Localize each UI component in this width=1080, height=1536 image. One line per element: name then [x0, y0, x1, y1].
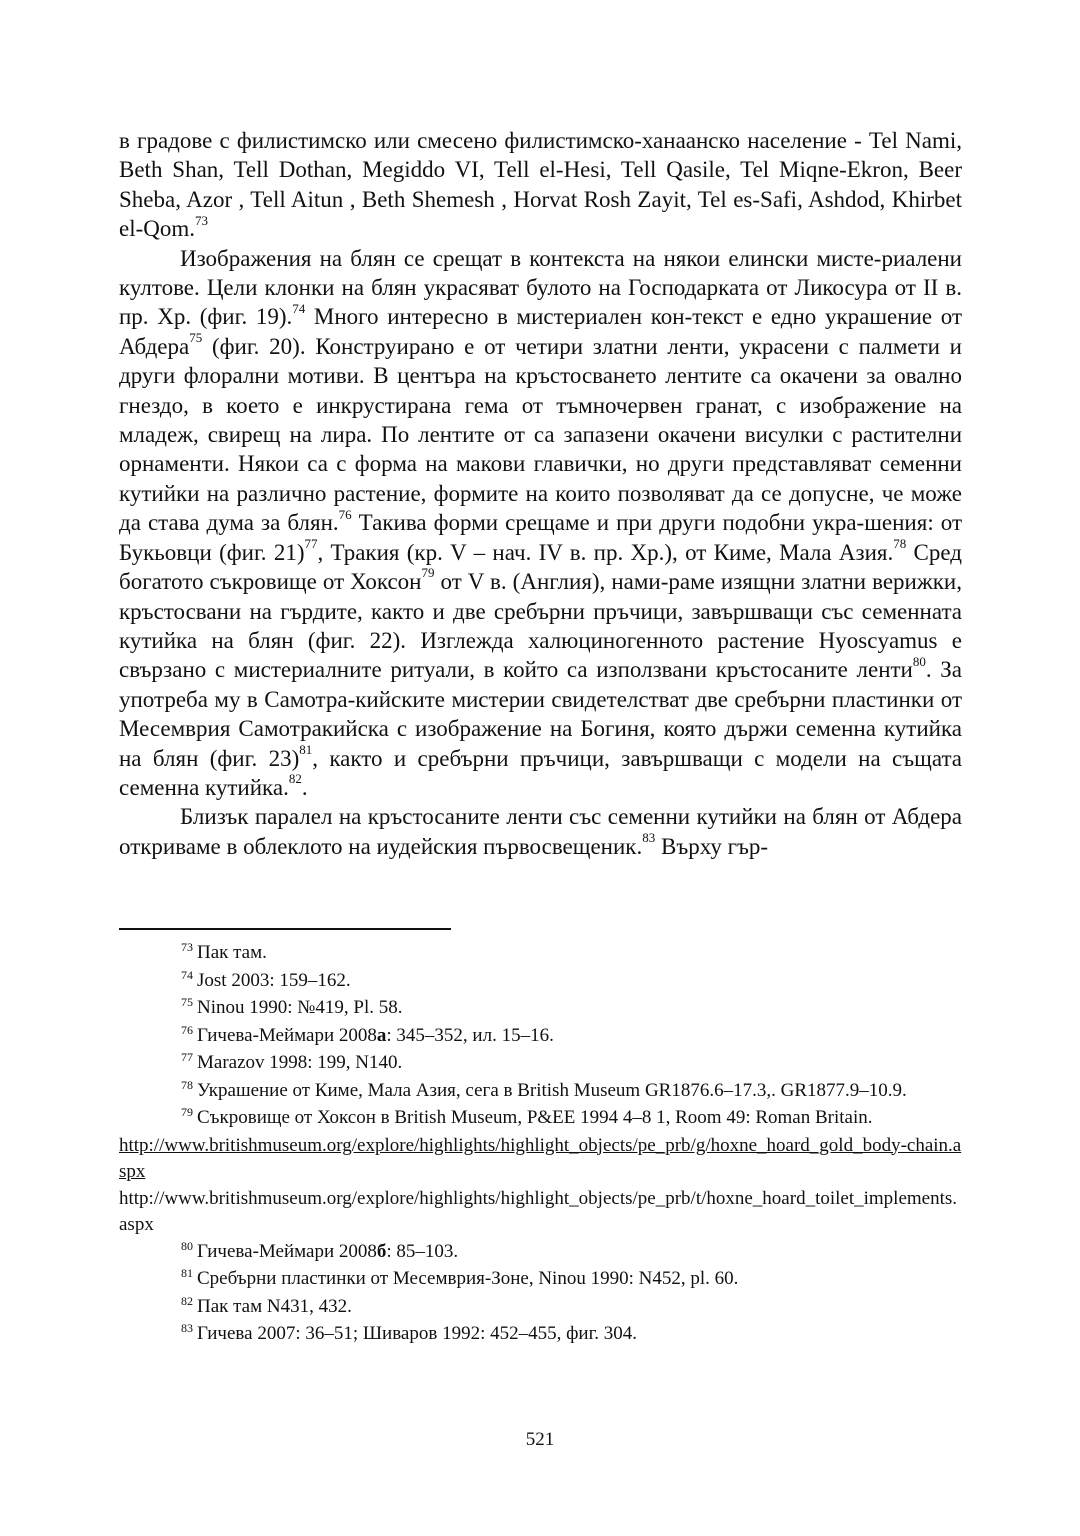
footnote-number: 83	[181, 1321, 193, 1335]
footnote-ref[interactable]: 79	[421, 565, 435, 581]
footnote: $^{79}$ Съкровище от Хоксон в British Museum, P&EE 1994 4–8 1, Room 49: Roman Britain.	[181, 1105, 873, 1128]
footnote-number: 73	[181, 940, 193, 954]
footnote: $^{80}$ Гичева-Меймари 2008б: 85–103.	[181, 1238, 459, 1262]
footnote: $^{73}$ Пак там.	[181, 940, 267, 963]
body-text	[119, 126, 962, 861]
footnote: $^{75}$ Ninou 1990: №419, Pl. 58.	[181, 995, 403, 1018]
footnote-ref[interactable]: 77	[304, 536, 318, 552]
footnote-number: 80	[181, 1238, 193, 1253]
paragraph: Изображения на блян се срещат в контекста на някои елински мисте-риалени култове. Цели клонки на блян украсяват булото на Господарката от Ликосура от II в. пр. Хр. (фиг. 19).$^{74}$ Много интересно в мистериален кон-текст е едно украшение от Абдера$^{75}$ (фиг. 20). Конструирано е от четири златни ленти, украсени с палмети и други флорални мотиви. В центъра на кръстосването лентите са окачени за овално гнездо, в което е инкрустирана гема от тъмночервен гранат, с изображение на младеж, свирещ на лира. По лентите от са запазени окачени висулки с растителни орнаменти. Някои са с форма на макови главички, но други представляват семенни кутийки на различно растение, формите на които позволяват да се допусне, че може да става дума за блян.$^{76}$ Такива форми срещаме и при други подобни укра-шения: от Букьовци (фиг. 21)$^{77}$, Тракия (кр. V – нач. IV в. пр. Хр.), от Киме, Мала Азия.$^{78}$ Сред богатото съкровище от Хоксон$^{79}$ от V в. (Англия), нами-раме изящни златни верижки, кръстосвани на гърдите, както и две сребърни пръчици, завършващи със семенната кутийка на блян (фиг. 22). Изглежда халюциногенното растение Hyoscyamus е свързано с мистериалните ритуали, в който са използвани кръстосаните ленти$^{80}$. За употреба му в Самотра-кийските мистерии свидетелстват две сребърни пластинки от Месемврия Самотракийска с изображение на Богиня, която държи семенна кутийка на блян (фиг. 23)$^{81}$, както и сребърни пръчици, завършващи с модели на същата семенна кутийка.$^{82}$.	[119, 245, 962, 800]
footnote-separator	[119, 928, 451, 930]
url-text[interactable]: http://www.britishmuseum.org/explore/highlights/highlight_objects/pe_prb/g/hoxne_hoard_gold_body-chain.aspx	[119, 1134, 962, 1182]
footnote: $^{78}$ Украшение от Киме, Мала Азия, сега в British Museum GR1876.6–17.3,. GR1877.9–10.9.	[181, 1077, 907, 1101]
footnote-ref[interactable]: 78	[893, 536, 907, 552]
footnote-number: 82	[181, 1293, 193, 1308]
page-number: 521	[525, 1429, 555, 1450]
footnote-number: 76	[181, 1022, 193, 1037]
footnote-ref[interactable]: 80	[912, 653, 926, 669]
footnote-number: 79	[181, 1105, 193, 1119]
footnote-number: 77	[181, 1050, 193, 1064]
footnote: $^{76}$ Гичева-Меймари 2008а: 345–352, ил. 15–16.	[181, 1022, 554, 1046]
footnote-number: 81	[181, 1266, 193, 1280]
footnote-number: 75	[181, 995, 193, 1009]
bold-text: а	[376, 1024, 387, 1046]
footnote: $^{83}$ Гичева 2007: 36–51; Шиваров 1992: 452–455, фиг. 304.	[181, 1321, 637, 1344]
footnote-ref[interactable]: 75	[189, 330, 203, 346]
footnote-ref[interactable]: 81	[299, 741, 313, 757]
bold-text: б	[376, 1240, 387, 1262]
footnote-ref[interactable]: 73	[195, 212, 209, 228]
footnote-url[interactable]	[119, 1133, 962, 1186]
paragraph: в градове с филистимско или смесено филистимско-ханаанско население - Tel Nami, Beth Shan, Tell Dothan, Megiddo VI, Tell el-Hesi, Tell Qasile, Tel Miqne-Ekron, Beer Sheba, Azor , Tell Aitun , Beth Shemesh , Horvat Rosh Zayit, Tel es-Safi, Ashdod, Khirbet el-Qom.$^{73}$	[119, 128, 962, 242]
url-text: http://www.britishmuseum.org/explore/highlights/highlight_objects/pe_prb/t/hoxne_hoard_toilet_implements.aspx	[119, 1187, 958, 1235]
footnote-ref[interactable]: 76	[338, 506, 352, 522]
footnote: $^{77}$ Marazov 1998: 199, N140.	[181, 1050, 403, 1073]
paragraph: Близък паралел на кръстосаните ленти със семенни кутийки на блян от Абдера откриваме в облеклото на иудейския първосвещеник.$^{83}$ Върху гър-	[119, 804, 962, 859]
footnote-number: 74	[181, 967, 193, 982]
footnote: $^{82}$ Пак там N431, 432.	[181, 1293, 352, 1317]
footnote-url	[119, 1186, 962, 1239]
footnote-list	[119, 940, 962, 1133]
footnotes	[119, 940, 962, 1349]
footnote-number: 78	[181, 1077, 193, 1092]
footnote-list	[119, 1239, 962, 1349]
footnote: $^{74}$ Jost 2003: 159–162.	[181, 967, 351, 991]
footnote: $^{81}$ Сребърни пластинки от Месемврия-Зоне, Ninou 1990: N452, pl. 60.	[181, 1266, 739, 1289]
footnote-ref[interactable]: 82	[288, 771, 302, 787]
footnote-ref[interactable]: 74	[292, 300, 306, 316]
footnote-ref[interactable]: 83	[642, 830, 656, 846]
